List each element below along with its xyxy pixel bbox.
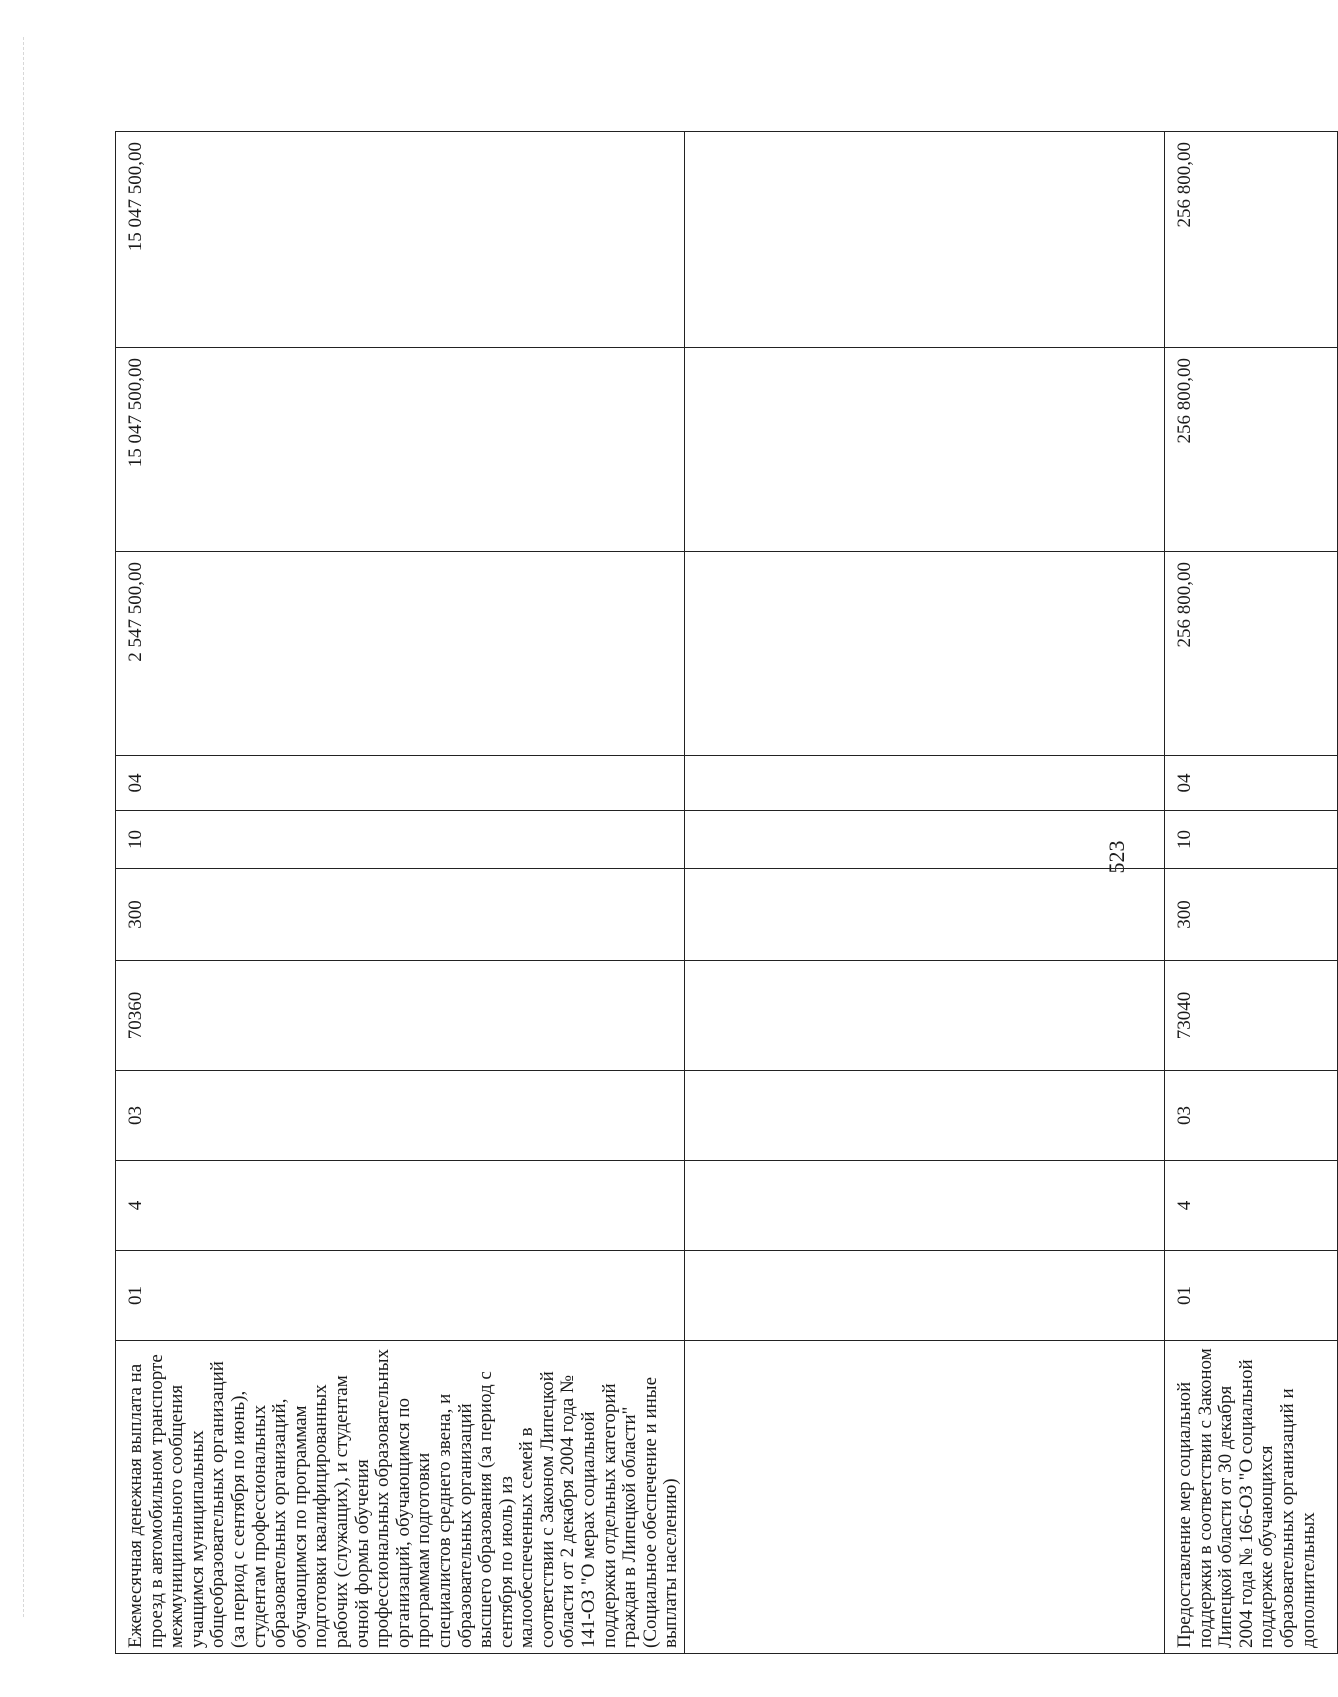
row-2-program-code: 4: [1165, 1161, 1338, 1251]
row-2-section: 10: [1165, 811, 1338, 869]
empty-cell: [685, 1071, 1165, 1161]
row-2-description: Предоставление мер социальной поддержки в соответствии с Законом Липецкой области от 30 декабря 2004 года № 166-ОЗ "О социальной поддержке обучающихся образовательных организаций и дополнительных: [1165, 1341, 1338, 1654]
row-1-direction-code: 70360: [116, 961, 685, 1071]
row-1-section: 10: [116, 811, 685, 869]
empty-cell: [685, 961, 1165, 1071]
row-2-amount-1: 256 800,00: [1165, 552, 1338, 756]
table-row: [116, 132, 685, 1654]
scan-artifact-line: [23, 37, 26, 1617]
row-2-direction-code: 73040: [1165, 961, 1338, 1071]
row-1-amount-2: 15 047 500,00: [116, 348, 685, 552]
row-1-subsection: 04: [116, 756, 685, 811]
empty-cell: [685, 1161, 1165, 1251]
row-1-subprogram-code: 03: [116, 1071, 685, 1161]
row-2-subprogram-code: 03: [1165, 1071, 1338, 1161]
row-1-amount-1: 2 547 500,00: [116, 552, 685, 756]
row-1-description-cont: [685, 1341, 1165, 1654]
row-1-amount-3: 15 047 500,00: [116, 132, 685, 348]
row-2-amount-3: 256 800,00: [1165, 132, 1338, 348]
table-row: [1165, 132, 1338, 1654]
row-2-ministry-code: 01: [1165, 1251, 1338, 1341]
empty-cell: [685, 756, 1165, 811]
row-1-expense-type: 300: [116, 869, 685, 961]
row-1-program-code: 4: [116, 1161, 685, 1251]
empty-cell: [685, 1251, 1165, 1341]
row-1-description: Ежемесячная денежная выплата на проезд в автомобильном транспорте межмуниципального сообщения учащимся муниципальных общеобразовательных организаций (за период с сентября по июнь), студентам профессиональных образовательных организаций, обучающимся по программам подготовки квалифицированных рабочих (служащих), и студентам очной формы обучения профессиональных образовательных организаций, обучающимся по программам подготовки специалистов среднего звена, и образовательных организаций высшего образования (за период с сентября по июль) из малообеспеченных семей в соответствии с Законом Липецкой области от 2 декабря 2004 года № 141-ОЗ "О мерах социальной поддержки отдельных категорий граждан в Липецкой области" (Социальное обеспечение и иные выплаты населению): [116, 1341, 685, 1654]
empty-cell: [685, 348, 1165, 552]
row-2-amount-2: 256 800,00: [1165, 348, 1338, 552]
budget-table: [115, 131, 1338, 1654]
empty-cell: [685, 869, 1165, 961]
row-2-expense-type: 300: [1165, 869, 1338, 961]
row-2-subsection: 04: [1165, 756, 1338, 811]
empty-cell: [685, 811, 1165, 869]
page-number: 523: [1104, 840, 1129, 874]
row-1-ministry-code: 01: [116, 1251, 685, 1341]
table-row-spacer: [685, 132, 1165, 1654]
empty-cell: [685, 552, 1165, 756]
empty-cell: [685, 132, 1165, 348]
